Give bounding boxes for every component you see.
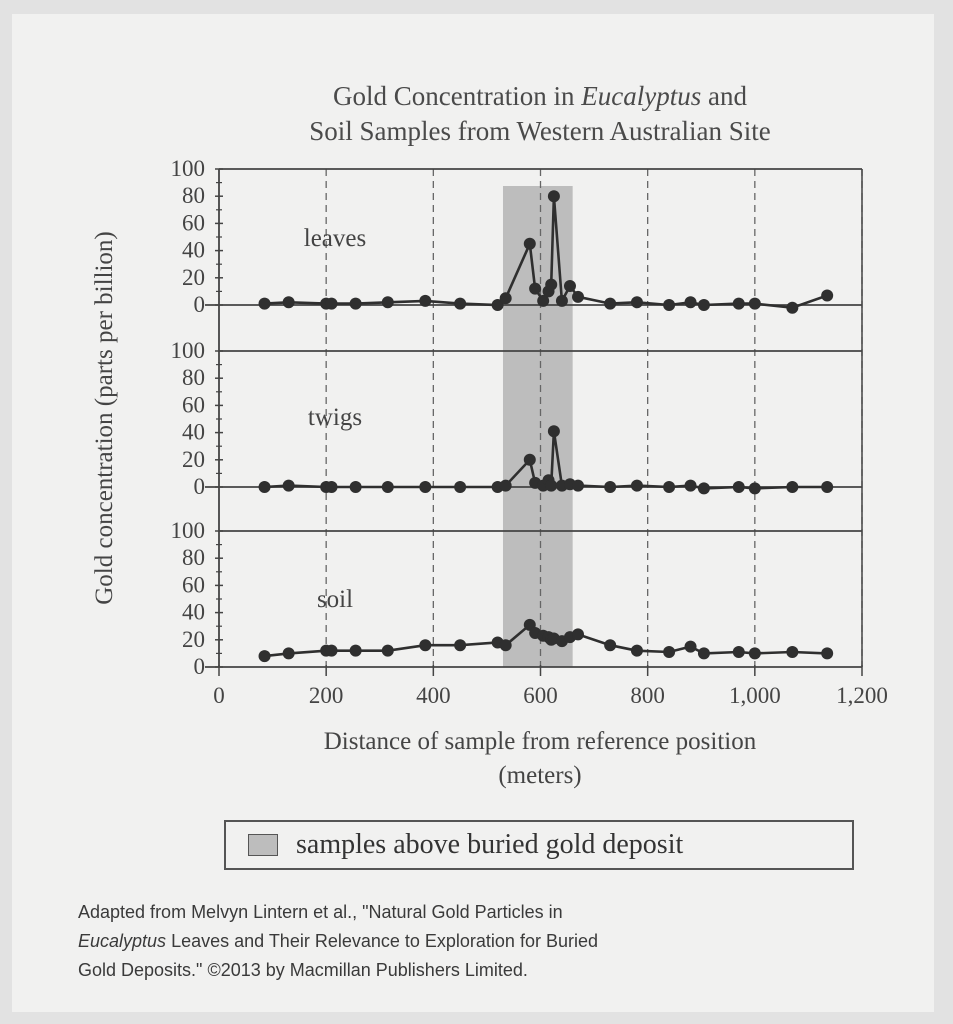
y-tick-leaves-80: 80 <box>182 183 205 209</box>
data-point-soil <box>604 639 616 651</box>
highlight-band <box>503 186 573 667</box>
data-point-soil <box>821 647 833 659</box>
y-tick-leaves-100: 100 <box>170 156 205 181</box>
x-tick-label-600: 600 <box>523 683 558 708</box>
y-axis-label: Gold concentration (parts per billion) <box>91 231 118 605</box>
data-point-leaves <box>454 298 466 310</box>
chart-title-line1: Gold Concentration in Eucalyptus and <box>333 81 747 111</box>
data-point-twigs <box>500 480 512 492</box>
y-tick-twigs-100: 100 <box>170 338 205 363</box>
data-point-soil <box>698 647 710 659</box>
y-tick-soil-0: 0 <box>193 654 205 679</box>
data-point-leaves <box>524 238 536 250</box>
y-tick-twigs-20: 20 <box>182 446 205 472</box>
y-tick-twigs-80: 80 <box>182 365 205 391</box>
data-point-leaves <box>733 298 745 310</box>
data-point-soil <box>259 650 271 662</box>
y-tick-soil-40: 40 <box>182 599 205 625</box>
data-point-leaves <box>786 302 798 314</box>
y-tick-leaves-60: 60 <box>182 210 205 236</box>
data-point-soil <box>283 647 295 659</box>
data-point-soil <box>733 646 745 658</box>
legend-label: samples above buried gold deposit <box>296 829 684 860</box>
data-point-twigs <box>821 481 833 493</box>
data-point-leaves <box>382 296 394 308</box>
data-point-soil <box>454 639 466 651</box>
data-point-leaves <box>350 298 362 310</box>
data-point-leaves <box>685 296 697 308</box>
data-point-twigs <box>786 481 798 493</box>
data-point-twigs <box>545 480 557 492</box>
data-point-twigs <box>524 454 536 466</box>
source-citation <box>78 898 908 985</box>
y-tick-soil-100: 100 <box>170 518 205 543</box>
y-tick-soil-80: 80 <box>182 545 205 571</box>
x-tick-label-400: 400 <box>416 683 451 708</box>
data-point-leaves <box>604 298 616 310</box>
source-italic-term: Eucalyptus <box>78 931 167 951</box>
data-point-twigs <box>631 480 643 492</box>
data-point-leaves <box>556 295 568 307</box>
x-tick-label-1000: 1,000 <box>728 683 781 708</box>
data-point-twigs <box>685 480 697 492</box>
data-point-leaves <box>749 298 761 310</box>
y-tick-twigs-60: 60 <box>182 392 205 418</box>
data-point-soil <box>663 646 675 658</box>
source-line2 <box>78 927 908 956</box>
data-point-leaves <box>698 299 710 311</box>
data-point-leaves <box>529 283 541 295</box>
data-point-soil <box>749 647 761 659</box>
y-tick-leaves-40: 40 <box>182 237 205 263</box>
data-point-soil <box>326 645 338 657</box>
data-point-twigs <box>326 481 338 493</box>
x-tick-label-1200: 1,200 <box>836 683 888 708</box>
x-tick-label-800: 800 <box>630 683 665 708</box>
data-point-leaves <box>326 298 338 310</box>
source-line2-rest: Leaves and Their Relevance to Exploration for Buried <box>166 931 598 951</box>
legend <box>224 820 854 870</box>
source-line3: Gold Deposits." ©2013 by Macmillan Publishers Limited. <box>78 960 528 980</box>
data-point-twigs <box>572 480 584 492</box>
data-point-twigs <box>663 481 675 493</box>
data-point-soil <box>419 639 431 651</box>
x-tick-label-200: 200 <box>308 683 344 708</box>
data-point-leaves <box>500 292 512 304</box>
data-point-soil <box>350 645 362 657</box>
chart-title-line2: Soil Samples from Western Australian Site <box>309 116 771 146</box>
panel-label-soil: soil <box>316 586 354 613</box>
data-point-twigs <box>382 481 394 493</box>
panel-label-twigs: twigs <box>307 404 363 431</box>
x-axis-label-line1: Distance of sample from reference position <box>323 728 757 755</box>
data-point-soil <box>572 628 584 640</box>
x-tick-label-0: 0 <box>213 683 225 708</box>
data-point-leaves <box>564 280 576 292</box>
data-point-twigs <box>350 481 362 493</box>
data-point-soil <box>500 639 512 651</box>
data-point-twigs <box>749 482 761 494</box>
y-tick-twigs-40: 40 <box>182 419 205 445</box>
panel-label-leaves: leaves <box>303 225 367 252</box>
y-tick-soil-60: 60 <box>182 572 205 598</box>
data-point-twigs <box>419 481 431 493</box>
plot-area <box>171 156 888 708</box>
data-point-soil <box>382 645 394 657</box>
data-point-leaves <box>572 291 584 303</box>
y-tick-leaves-0: 0 <box>193 292 205 317</box>
data-point-leaves <box>663 299 675 311</box>
data-point-leaves <box>631 296 643 308</box>
data-point-twigs <box>733 481 745 493</box>
data-point-leaves <box>283 296 295 308</box>
data-point-twigs <box>548 425 560 437</box>
source-line1: Adapted from Melvyn Lintern et al., "Natural Gold Particles in <box>78 902 563 922</box>
data-point-soil <box>786 646 798 658</box>
data-point-twigs <box>259 481 271 493</box>
data-point-twigs <box>698 482 710 494</box>
data-point-leaves <box>821 289 833 301</box>
legend-swatch <box>248 834 278 856</box>
y-tick-twigs-0: 0 <box>193 474 205 499</box>
data-point-soil <box>631 645 643 657</box>
data-point-leaves <box>419 295 431 307</box>
y-tick-soil-20: 20 <box>182 626 205 652</box>
y-tick-leaves-20: 20 <box>182 264 205 290</box>
x-axis-label-line2: (meters) <box>498 762 582 789</box>
data-point-leaves <box>259 298 271 310</box>
data-point-soil <box>685 641 697 653</box>
data-point-leaves <box>548 190 560 202</box>
data-point-twigs <box>283 480 295 492</box>
data-point-leaves <box>545 279 557 291</box>
data-point-twigs <box>454 481 466 493</box>
data-point-twigs <box>604 481 616 493</box>
